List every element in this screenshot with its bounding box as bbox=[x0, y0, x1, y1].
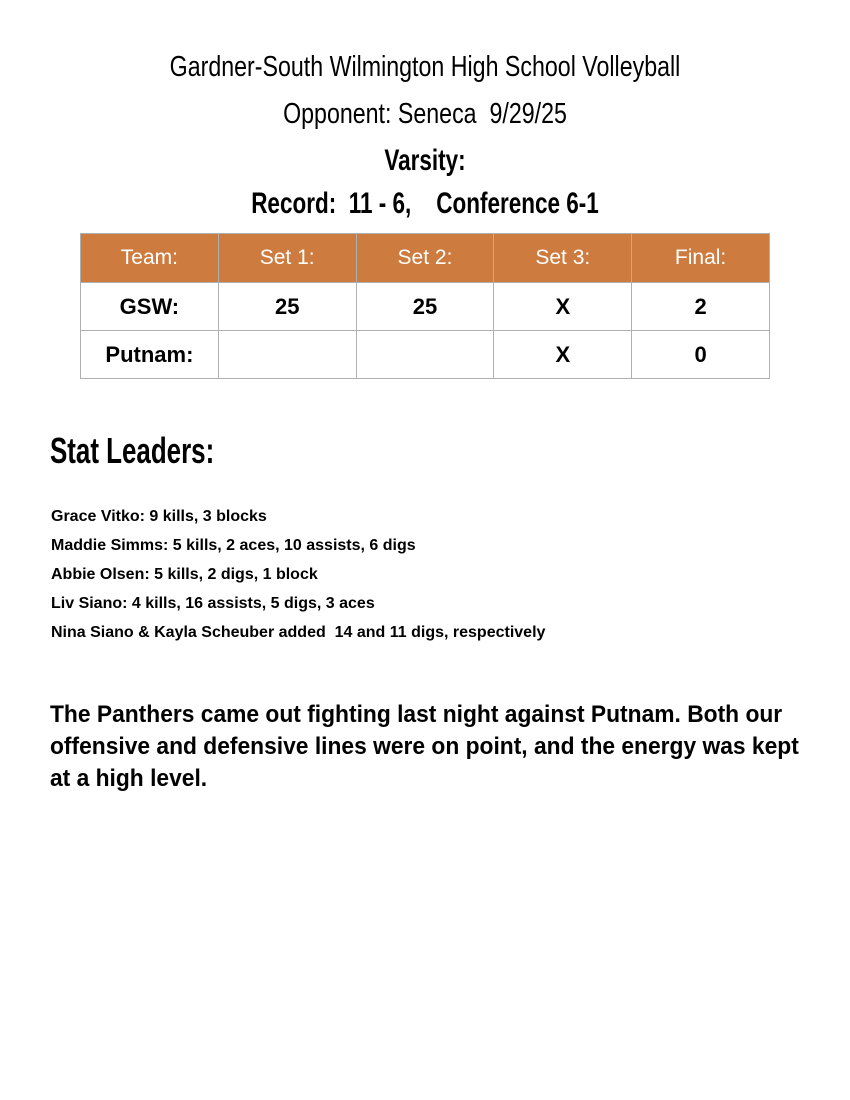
putnam-set3-cell: X bbox=[494, 331, 632, 379]
stat-line-maddie-simms: Maddie Simms: 5 kills, 2 aces, 10 assists, 6 digs bbox=[51, 537, 416, 554]
gsw-team-cell: GSW: bbox=[81, 283, 219, 331]
stat-line-grace-vitko: Grace Vitko: 9 kills, 3 blocks bbox=[51, 508, 267, 525]
score-table bbox=[80, 233, 770, 379]
stat-leaders-list bbox=[51, 502, 545, 647]
putnam-team-cell: Putnam: bbox=[81, 331, 219, 379]
gsw-set3-cell: X bbox=[494, 283, 632, 331]
putnam-final-cell: 0 bbox=[632, 331, 770, 379]
header-cell-set1: Set 1: bbox=[218, 234, 356, 283]
putnam-set2-cell bbox=[356, 331, 494, 379]
score-row-gsw bbox=[81, 283, 770, 331]
recap-paragraph: The Panthers came out fighting last night against Putnam. Both our offensive and defensive lines were on point, and the energy was kept at a high level. bbox=[50, 701, 806, 792]
gsw-set2-cell: 25 bbox=[356, 283, 494, 331]
gsw-set1-cell: 25 bbox=[218, 283, 356, 331]
score-table-body bbox=[81, 283, 770, 379]
putnam-set1-cell bbox=[218, 331, 356, 379]
gsw-final-cell: 2 bbox=[632, 283, 770, 331]
stat-line-nina-kayla: Nina Siano & Kayla Scheuber added 14 and 11 digs, respectively bbox=[51, 624, 546, 641]
stat-leaders-heading: Stat Leaders: bbox=[50, 430, 215, 471]
score-table-header bbox=[81, 234, 770, 283]
score-row-putnam bbox=[81, 331, 770, 379]
opponent-date-line: Opponent: Seneca 9/29/25 bbox=[283, 98, 567, 130]
header-cell-set3: Set 3: bbox=[494, 234, 632, 283]
header-cell-final: Final: bbox=[632, 234, 770, 283]
stat-line-liv-siano: Liv Siano: 4 kills, 16 assists, 5 digs, 3 aces bbox=[51, 595, 375, 612]
team-level-heading: Varsity: bbox=[384, 144, 466, 177]
stat-line-abbie-olsen: Abbie Olsen: 5 kills, 2 digs, 1 block bbox=[51, 566, 318, 583]
score-table-header-row bbox=[81, 234, 770, 283]
record-line: Record: 11 - 6, Conference 6-1 bbox=[251, 187, 599, 220]
header-cell-team: Team: bbox=[81, 234, 219, 283]
document-title: Gardner-South Wilmington High School Volleyball bbox=[169, 51, 681, 83]
header-cell-set2: Set 2: bbox=[356, 234, 494, 283]
